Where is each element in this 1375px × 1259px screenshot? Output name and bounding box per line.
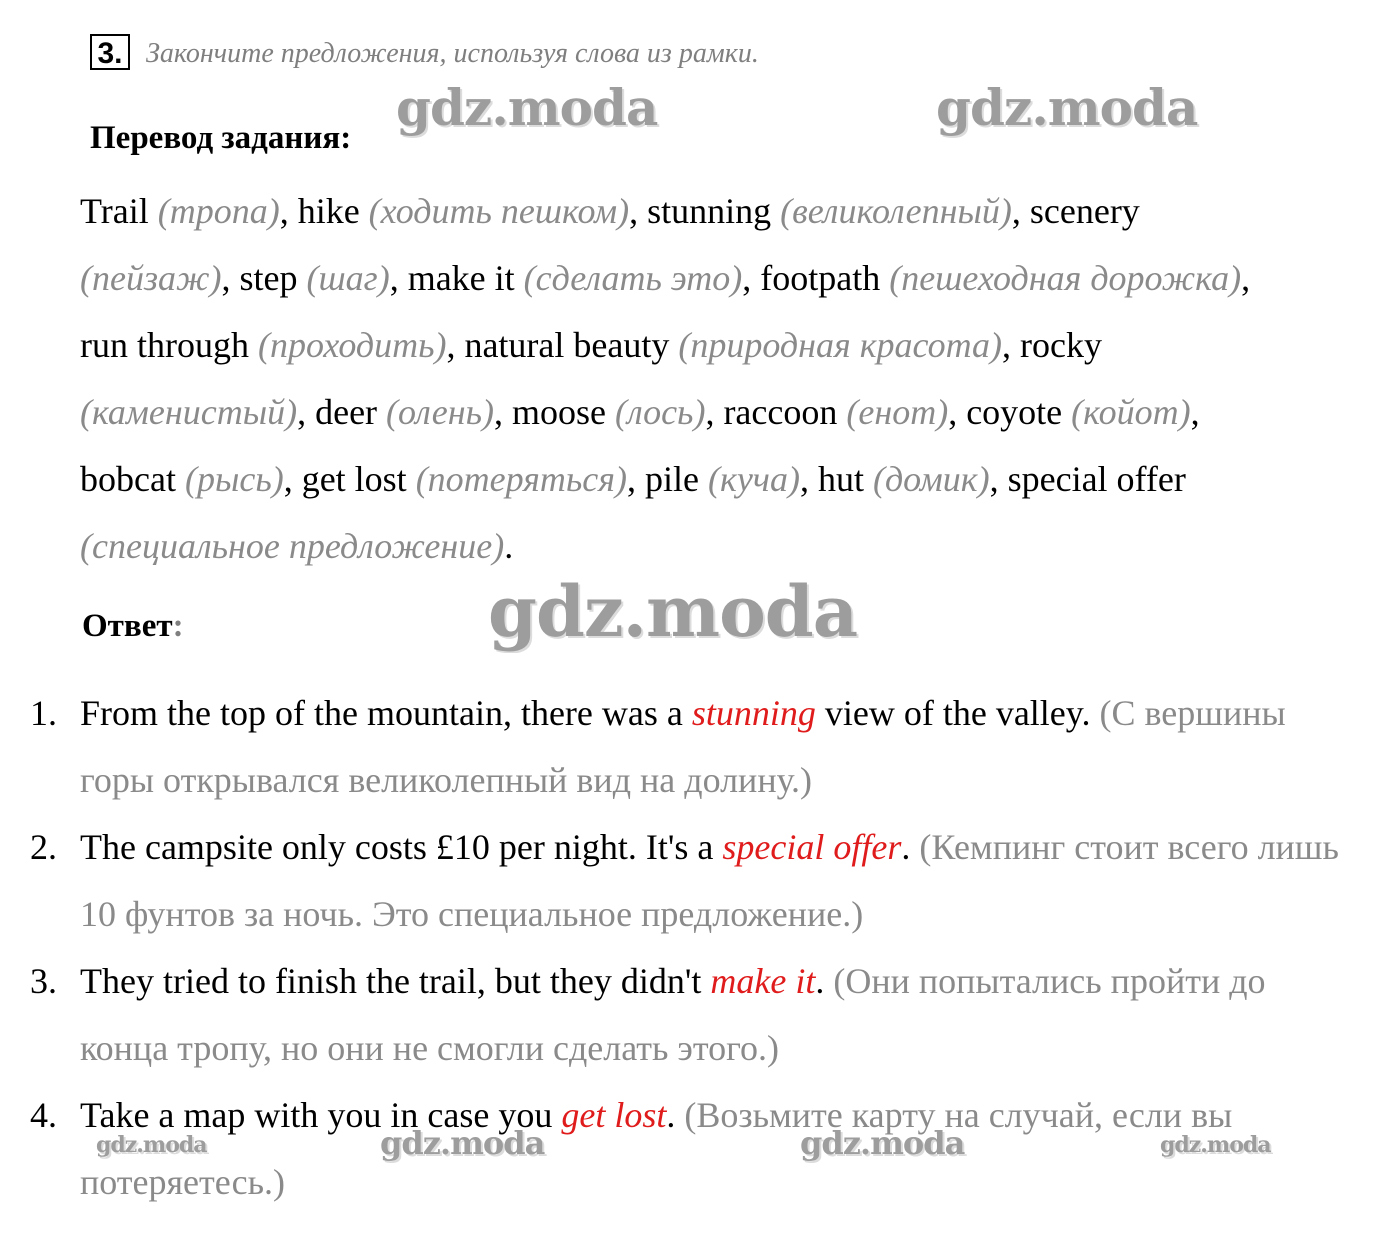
vocab-translation: (сделать это) — [523, 258, 743, 298]
answer-number: 3. — [30, 961, 57, 1001]
vocab-word: step — [239, 258, 298, 298]
answer-text: The campsite only costs £10 per night. It's a — [80, 827, 723, 867]
answer-number: 2. — [30, 827, 57, 867]
answer-heading-colon: : — [172, 608, 184, 644]
vocab-translation: (каменистый) — [80, 392, 298, 432]
watermark: gdz.moda — [380, 1124, 545, 1162]
vocab-translation: (енот) — [846, 392, 949, 432]
answer-text: . — [901, 827, 920, 867]
vocab-separator: , — [446, 325, 465, 365]
vocab-word: special offer — [1007, 459, 1186, 499]
watermark: gdz.moda — [800, 1124, 965, 1162]
answer-text: From the top of the mountain, there was a — [80, 693, 692, 733]
vocab-translation: (койот) — [1071, 392, 1191, 432]
vocab-translation: (олень) — [386, 392, 494, 432]
vocab-item — [408, 258, 761, 298]
vocab-item — [298, 191, 647, 231]
vocab-separator: , — [1241, 258, 1251, 298]
answer-heading — [82, 608, 184, 645]
vocab-word: stunning — [647, 191, 772, 231]
vocab-item — [80, 459, 302, 499]
vocab-word: hut — [817, 459, 864, 499]
answer-translation: (Кемпинг стоит всего лишь 10 фунтов за ночь. Это специальное предложение.) — [80, 827, 1339, 934]
vocab-item — [966, 392, 1199, 432]
vocab-translation: (шаг) — [306, 258, 390, 298]
vocab-translation: (лось) — [614, 392, 706, 432]
watermark: gdz.moda — [1160, 1132, 1271, 1158]
answer-filled-word: make it — [710, 961, 816, 1001]
answer-text: view of the valley. — [815, 693, 1100, 733]
vocab-separator: . — [504, 526, 514, 566]
vocab-separator: , — [283, 459, 302, 499]
vocab-separator: , — [1011, 191, 1030, 231]
watermark: gdz.moda — [936, 78, 1198, 137]
vocab-translation: (специальное предложение) — [80, 526, 505, 566]
answer-item — [30, 948, 1350, 1082]
vocab-item — [645, 459, 818, 499]
vocab-separator: , — [1002, 325, 1021, 365]
vocab-item — [80, 191, 298, 231]
vocab-translation: (домик) — [872, 459, 990, 499]
vocab-translation: (пешеходная дорожка) — [889, 258, 1242, 298]
vocab-item — [723, 392, 966, 432]
vocab-separator: , — [1190, 392, 1200, 432]
task-instruction: Закончите предложения, используя слова из рамки. — [146, 38, 759, 69]
answer-heading-text: Ответ — [82, 608, 173, 644]
answer-translation: (Они попытались пройти до конца тропу, но они не смогли сделать этого.) — [80, 961, 1266, 1068]
answer-filled-word: stunning — [691, 693, 816, 733]
vocab-separator: , — [799, 459, 818, 499]
vocab-item — [464, 325, 1020, 365]
watermark: gdz.moda — [396, 78, 658, 137]
vocab-translation: (проходить) — [257, 325, 447, 365]
task-number: 3. — [90, 34, 130, 70]
answer-translation: (С вершины горы открывался великолепный вид на долину.) — [80, 693, 1286, 800]
vocab-item — [818, 459, 1008, 499]
vocabulary-list — [80, 178, 1295, 580]
vocab-item — [647, 191, 1030, 231]
vocab-word: run through — [80, 325, 249, 365]
answer-text: . — [815, 961, 834, 1001]
vocab-separator: , — [989, 459, 1008, 499]
vocab-word: coyote — [966, 392, 1063, 432]
answer-item — [30, 814, 1350, 948]
answer-list — [30, 680, 1350, 1216]
answer-text: . — [666, 1095, 685, 1135]
vocab-word: raccoon — [723, 392, 838, 432]
vocab-word: natural beauty — [464, 325, 670, 365]
answer-number: 4. — [30, 1095, 57, 1135]
translation-heading: Перевод задания: — [90, 120, 352, 156]
vocab-word: make it — [407, 258, 515, 298]
answer-item — [30, 680, 1350, 814]
vocab-translation: (природная красота) — [678, 325, 1003, 365]
vocab-translation: (рысь) — [184, 459, 284, 499]
vocab-separator: , — [705, 392, 724, 432]
vocab-separator: , — [948, 392, 967, 432]
vocab-separator: , — [629, 191, 648, 231]
vocab-word: scenery — [1029, 191, 1140, 231]
vocab-word: footpath — [760, 258, 881, 298]
vocab-word: hike — [297, 191, 360, 231]
watermark: gdz.moda — [96, 1132, 207, 1158]
vocab-translation: (куча) — [707, 459, 800, 499]
vocab-item — [302, 459, 645, 499]
vocab-item — [512, 392, 723, 432]
vocab-separator: , — [493, 392, 512, 432]
answer-text: They tried to finish the trail, but they didn't — [80, 961, 711, 1001]
vocab-word: get lost — [301, 459, 407, 499]
vocab-item — [315, 392, 512, 432]
vocab-translation: (ходить пешком) — [368, 191, 630, 231]
vocab-separator: , — [279, 191, 298, 231]
vocab-word: rocky — [1020, 325, 1103, 365]
answer-item — [30, 1082, 1350, 1216]
vocab-translation: (великолепный) — [780, 191, 1012, 231]
vocab-separator: , — [742, 258, 761, 298]
vocab-separator: , — [221, 258, 240, 298]
watermark: gdz.moda — [488, 570, 858, 653]
vocab-item — [240, 258, 408, 298]
vocab-separator: , — [627, 459, 645, 499]
vocab-word: moose — [511, 392, 606, 432]
vocab-translation: (пейзаж) — [80, 258, 222, 298]
vocab-word: Trail — [80, 191, 149, 231]
answer-translation: (Возьмите карту на случай, если вы потеряетесь.) — [80, 1095, 1233, 1202]
answer-filled-word: special offer — [722, 827, 902, 867]
answer-filled-word: get lost — [561, 1095, 667, 1135]
vocab-word: deer — [315, 392, 378, 432]
vocab-word: bobcat — [80, 459, 176, 499]
vocab-item — [760, 258, 1250, 298]
answer-text: Take a map with you in case you — [80, 1095, 562, 1135]
vocab-item — [80, 325, 464, 365]
vocab-word: pile — [645, 459, 699, 499]
vocab-translation: (тропа) — [157, 191, 280, 231]
vocab-separator: , — [297, 392, 316, 432]
answer-number: 1. — [30, 693, 57, 733]
vocab-translation: (потеряться) — [415, 459, 627, 499]
vocab-separator: , — [389, 258, 408, 298]
